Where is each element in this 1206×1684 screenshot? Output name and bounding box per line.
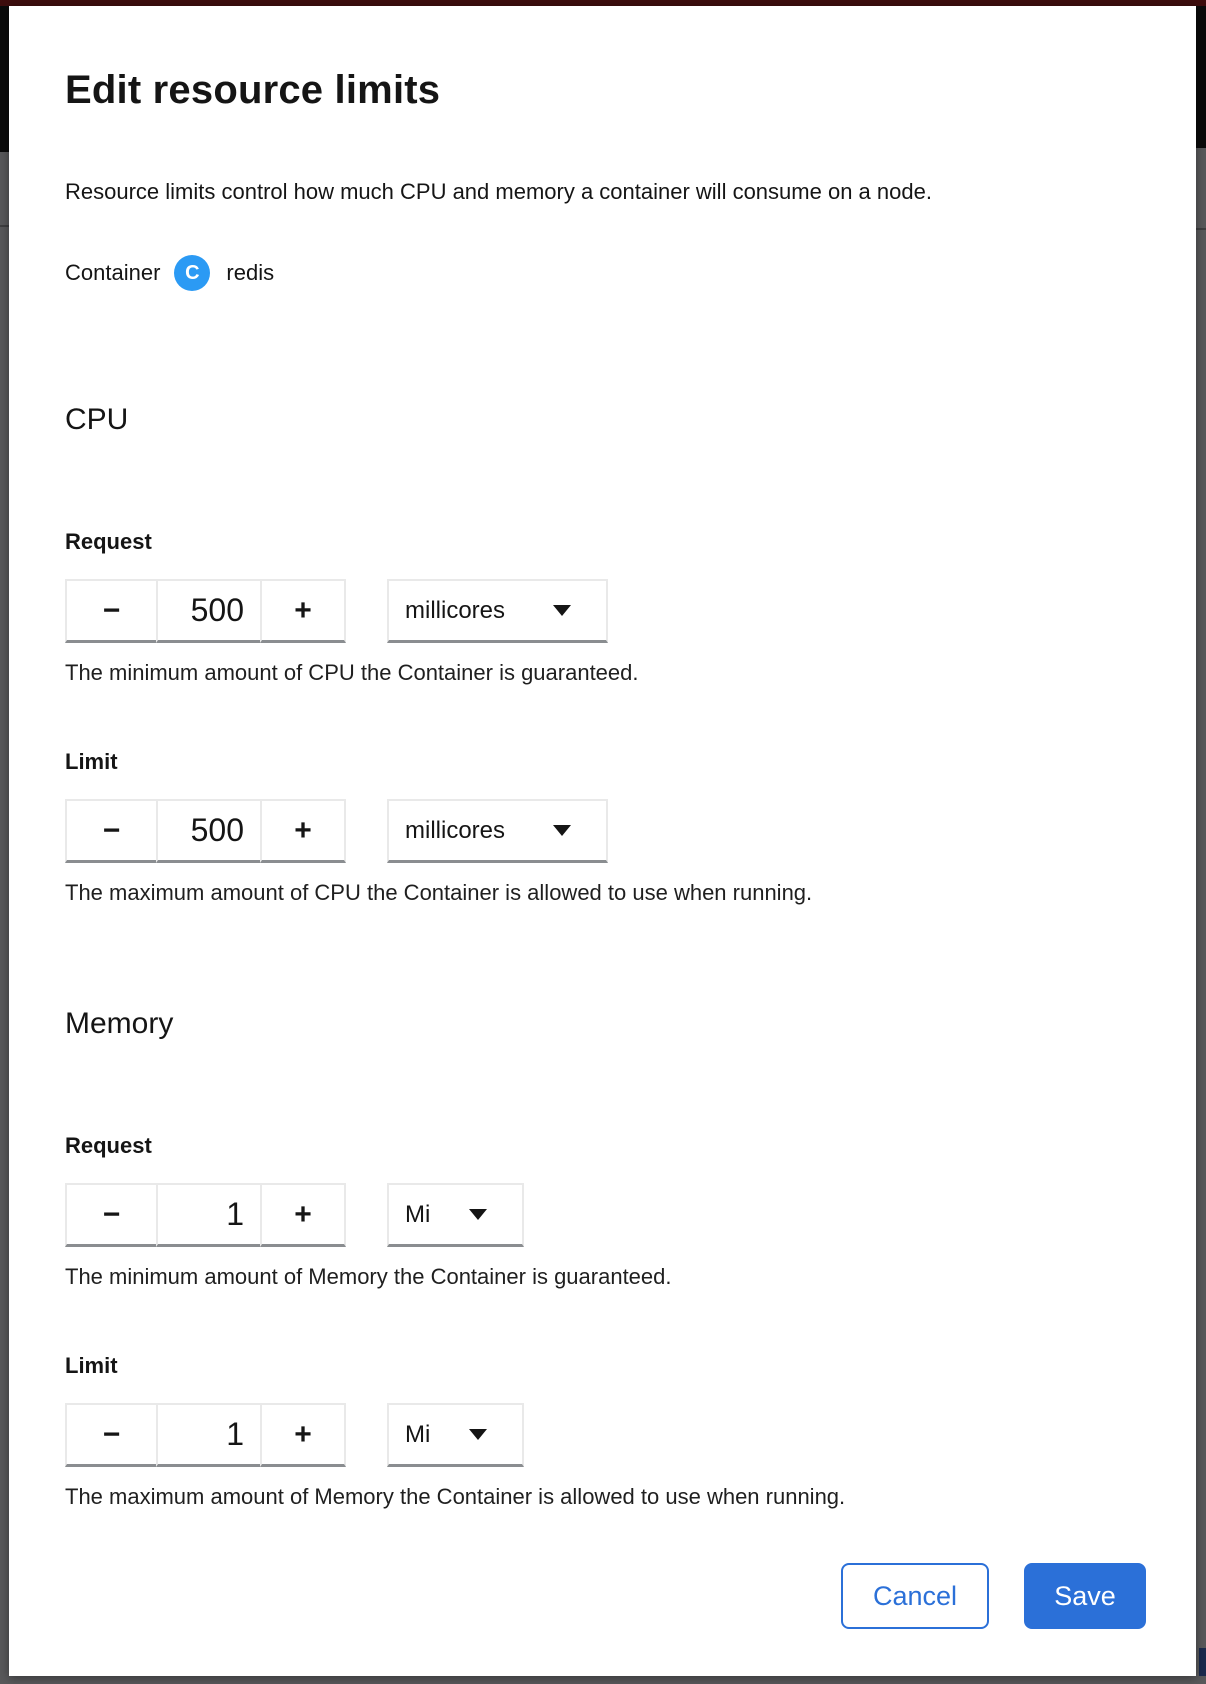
memory-request-unit-dropdown[interactable] [387, 1183, 524, 1247]
memory-limit-value-input[interactable] [158, 1405, 260, 1464]
memory-limit-plus-button[interactable] [260, 1403, 346, 1467]
memory-limit-stepper [65, 1403, 346, 1467]
cpu-request-helper-text: The minimum amount of CPU the Container is guaranteed. [65, 660, 639, 685]
backdrop-left-dark-strip [0, 6, 9, 152]
backdrop-right-seam [1196, 228, 1206, 230]
minus-icon: − [102, 593, 121, 627]
minus-icon: − [102, 1197, 121, 1231]
memory-request-input-wrap [156, 1183, 262, 1247]
cpu-request-unit-dropdown[interactable] [387, 579, 608, 643]
cpu-request-input-wrap [156, 579, 262, 643]
container-badge-icon: C [174, 255, 210, 291]
memory-request-helper-text: The minimum amount of Memory the Container is guaranteed. [65, 1264, 672, 1289]
section-heading-memory: Memory [65, 1007, 174, 1040]
backdrop-navy-notch [1199, 1648, 1206, 1676]
caret-down-icon [469, 1429, 487, 1440]
cpu-request-unit-value: millicores [405, 596, 506, 624]
cpu-request-label: Request [65, 529, 152, 554]
cpu-request-plus-button[interactable] [260, 579, 346, 643]
section-heading-cpu: CPU [65, 403, 129, 436]
plus-icon: + [294, 813, 312, 847]
memory-request-stepper [65, 1183, 346, 1247]
memory-request-label: Request [65, 1133, 152, 1158]
plus-icon: + [294, 593, 312, 627]
container-row [65, 255, 1146, 291]
cpu-limit-helper-text: The maximum amount of CPU the Container is allowed to use when running. [65, 880, 813, 905]
container-name: redis [226, 260, 275, 285]
plus-icon: + [294, 1417, 312, 1451]
plus-icon: + [294, 1197, 312, 1231]
save-button[interactable]: Save [1024, 1563, 1146, 1629]
memory-request-unit-value: Mi [405, 1200, 431, 1228]
dialog-description: Resource limits control how much CPU and memory a container will consume on a node. [65, 179, 932, 204]
memory-limit-helper-text: The maximum amount of Memory the Container is allowed to use when running. [65, 1484, 846, 1509]
cancel-button[interactable]: Cancel [841, 1563, 989, 1629]
cpu-limit-label: Limit [65, 749, 118, 774]
memory-request-plus-button[interactable] [260, 1183, 346, 1247]
cpu-limit-value-input[interactable] [158, 801, 260, 860]
memory-limit-minus-button[interactable] [65, 1403, 158, 1467]
memory-limit-unit-dropdown[interactable] [387, 1403, 524, 1467]
minus-icon: − [102, 813, 121, 847]
minus-icon: − [102, 1417, 121, 1451]
memory-request-control-row [65, 1183, 1146, 1247]
cpu-request-control-row [65, 579, 1146, 643]
backdrop-right-dark-strip [1196, 6, 1206, 148]
dialog-title: Edit resource limits [65, 68, 441, 112]
cpu-limit-stepper [65, 799, 346, 863]
edit-resource-limits-dialog [9, 6, 1196, 1676]
cpu-limit-unit-value: millicores [405, 816, 506, 844]
memory-limit-label: Limit [65, 1353, 118, 1378]
cpu-request-stepper [65, 579, 346, 643]
cpu-limit-plus-button[interactable] [260, 799, 346, 863]
cpu-limit-input-wrap [156, 799, 262, 863]
dialog-footer [65, 1563, 1146, 1629]
memory-limit-unit-value: Mi [405, 1420, 431, 1448]
cpu-request-minus-button[interactable] [65, 579, 158, 643]
cpu-limit-minus-button[interactable] [65, 799, 158, 863]
memory-request-minus-button[interactable] [65, 1183, 158, 1247]
cpu-limit-unit-dropdown[interactable] [387, 799, 608, 863]
container-label: Container [65, 260, 161, 285]
caret-down-icon [553, 825, 571, 836]
caret-down-icon [469, 1209, 487, 1220]
cpu-request-value-input[interactable] [158, 581, 260, 640]
cpu-limit-control-row [65, 799, 1146, 863]
memory-limit-control-row [65, 1403, 1146, 1467]
backdrop-left-seam [0, 225, 9, 227]
caret-down-icon [553, 605, 571, 616]
memory-limit-input-wrap [156, 1403, 262, 1467]
memory-request-value-input[interactable] [158, 1185, 260, 1244]
